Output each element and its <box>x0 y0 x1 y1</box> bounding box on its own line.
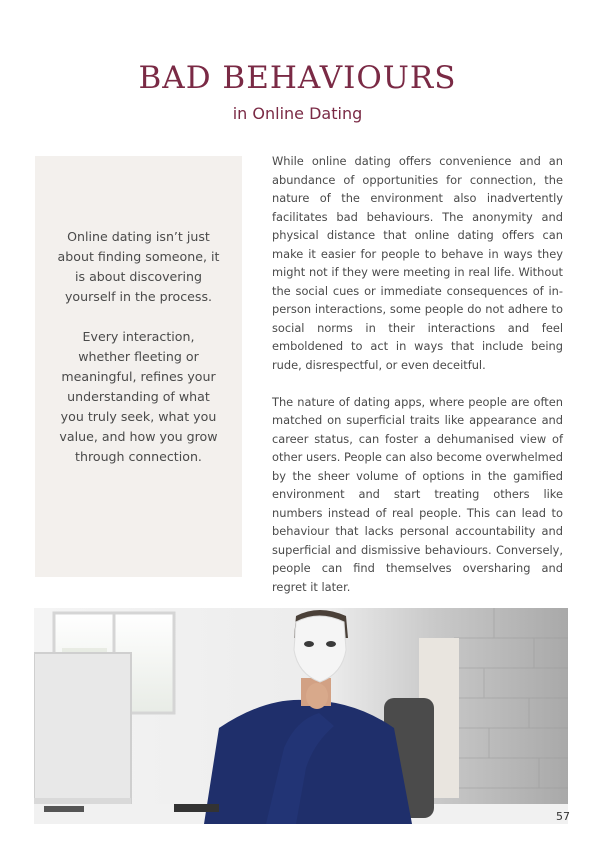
pull-quote-paragraph: Every interaction, whether fleeting or meaningful, refines your understanding of what you truly seek, what you value, and how you grow through connection. <box>59 329 218 464</box>
masked-man-photo <box>34 608 568 824</box>
page-title: BAD BEHAVIOURS <box>138 60 457 96</box>
body-text <box>272 152 563 596</box>
page-number: 57 <box>556 810 570 823</box>
page-subtitle: in Online Dating <box>232 104 363 123</box>
body-paragraph: While online dating offers convenience and an abundance of opportunities for connection, the nature of the environment also inadvertently facilitates bad behaviours. The anonymity and physical distance that online dating offers can make it easier for people to behave in ways they might not if they were meeting in real life. Without the social cues or immediate consequences of in-person interactions, some people do not adhere to social norms in their interactions and feel emboldened to act in ways that include being rude, disrespectful, or even deceitful. <box>272 154 563 372</box>
photo-illustration <box>34 608 568 824</box>
body-paragraph: The nature of dating apps, where people are often matched on superficial traits like appearance and career status, can foster a dehumanised view of other users. People can also become overwhelmed by the sheer volume of options in the gamified environment and start treating others like numbers instead of real people. This can lead to behaviour that lacks personal accountability and superficial and dismissive behaviours. Conversely, people can find themselves oversharing and regret it later. <box>272 394 563 594</box>
pull-quote-text <box>55 227 222 477</box>
pull-quote-paragraph: Online dating isn’t just about finding someone, it is about discovering yourself in the process. <box>57 229 220 304</box>
pull-quote-box <box>35 156 242 577</box>
